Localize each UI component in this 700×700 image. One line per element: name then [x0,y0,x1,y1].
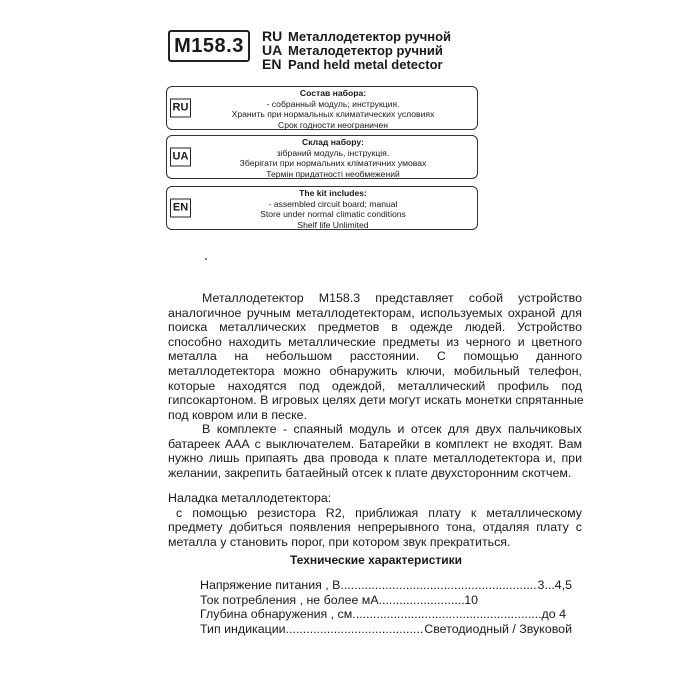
kit-lang-tag: UA [170,148,191,167]
dot-leader [286,622,425,637]
kit-line: - assembled circuit board; manual [268,198,398,209]
kit-line: зібраний модуль, інструкція. [276,147,390,158]
kit-heading: The kit includes: [299,188,367,198]
kit-box-ru [166,86,478,130]
text-line: металлодетектора можно обнаружить ключи, мобильный телефон, [168,363,582,378]
kit-line: Хранить при нормальных климатических условиях [231,109,435,119]
kit-line: Shelf life Unlimited [297,219,369,230]
kit-box-en [166,186,478,230]
kit-line: Срок годности неограничен [278,119,388,130]
title-text: Pand held metal detector [288,57,443,72]
text-line: металла у становить порог, при котором звук прекратиться. [168,534,511,549]
text-line: металла на небольшом расстоянии. С помощью данного [168,349,582,364]
text-line: предмету добиться появления непрерывного тона, отдаляя плату с [168,520,582,535]
title-lang: RU [262,28,283,44]
spec-row [200,593,478,608]
text-line: аналогичное ручным металлодетекторам, используемых охраной для [168,305,582,320]
kit-text [191,88,475,130]
spec-row [200,578,572,593]
spec-value: Светодиодный / Звуковой [424,621,572,636]
kit-line: Зберігати при нормальних кліматичних умовах [239,158,427,168]
kit-box-ua [166,135,478,179]
kit-heading: Состав набора: [299,88,367,98]
kit-line: - собранный модуль; инструкция. [266,98,400,109]
spec-name: Тип индикации [200,621,286,636]
kit-lang-tag: EN [170,199,191,218]
description-paragraph-1 [168,291,582,422]
title-text: Металлодетектор ручной [288,29,452,44]
text-line: В комплекте - спаяный модуль и отсек для двух пальчиковых [202,422,582,436]
dot-leader [379,593,465,608]
spec-name: Глубина обнаружения , см [200,607,353,621]
text-line: Металлодетектор М158.3 представляет собой устройство [202,291,582,305]
specs-table [200,578,572,636]
dot-leader [352,607,541,622]
text-line: батареек ААА с выключателем. Батарейки в комплект не входят. Вам [168,436,582,451]
text-line: гипсокартоном. В игровых целях дети могут искать монетки спрятанные [168,393,584,408]
text-line: нужно лишь припаять два провода к плате металлодетектора и, при [168,451,582,466]
spec-row [200,607,566,622]
title-lang: EN [262,56,282,72]
text-line: поиска металлических предметов в одежде людей. Устройство [168,320,582,335]
kit-line: Store under normal climatic conditions [260,209,406,219]
specs-title: Технические характеристики [290,553,463,567]
title-lang: UA [262,42,283,58]
spec-name: Ток потребления , не более мА [200,592,379,607]
spec-row [200,622,572,637]
text-line: которые находятся под одеждой, металлический профиль под [168,378,582,393]
setup-title: Наладка металлодетектора: [168,491,332,505]
text-line: под ковром или в песке. [168,407,308,422]
text-line: желании, закрепить бaтаейный отсек к плате двухсторонним скотчем. [168,465,572,480]
text-line: с помощью резистора R2, приближая плату к металлическому [176,505,582,520]
speck [205,258,207,260]
kit-lang-tag: RU [170,99,191,118]
spec-value: 10 [464,592,478,607]
kit-text [191,188,475,230]
spec-value: 3...4,5 [537,578,572,592]
title-en [262,56,443,73]
title-text: Металодетектор ручний [288,43,443,58]
model-number: M158.3 [168,30,250,62]
setup-section [168,491,582,549]
kit-heading: Склад набору: [302,137,364,147]
kit-line: Термін придатності необмежений [266,168,400,179]
spec-value: до 4 [541,607,566,621]
dot-leader [340,578,537,593]
kit-text [191,137,475,179]
spec-name: Напряжение питания , В [200,578,341,592]
description-paragraph-2 [168,422,582,480]
text-line: способно находить металлические предметы из черного и цветного [168,334,582,349]
